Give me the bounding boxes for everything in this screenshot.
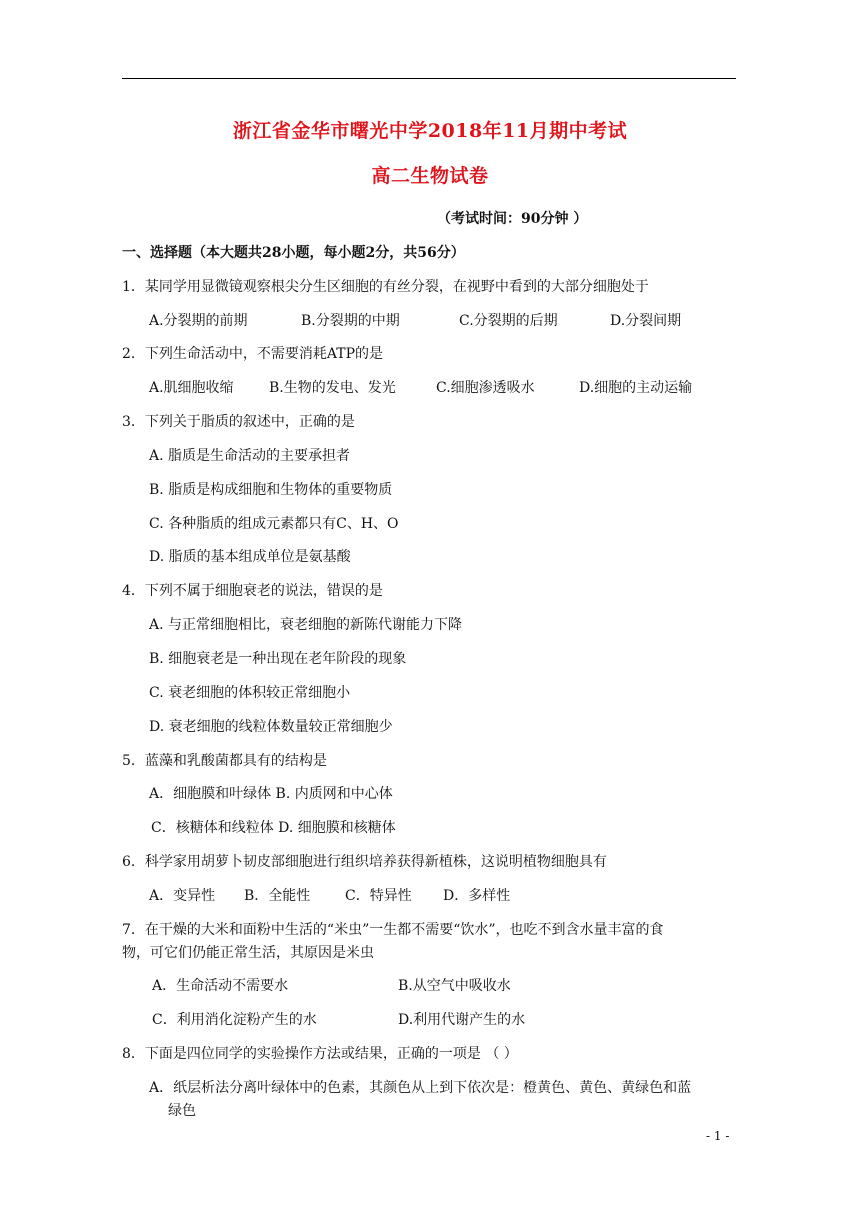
question-7-options-row-1: [152, 975, 602, 995]
q2-option-c: C.细胞渗透吸水: [436, 380, 535, 396]
exam-subtitle: 高二生物试卷: [371, 165, 489, 187]
q8-option-a-line-2: 绿色: [168, 1103, 196, 1119]
q3-option-b: B. 脂质是构成细胞和生物体的重要物质: [149, 482, 393, 498]
page-number: - 1 -: [706, 1129, 730, 1143]
q5-options-ab: A．细胞膜和叶绿体 B. 内质网和中心体: [149, 786, 393, 802]
q5-options-cd: C．核糖体和线粒体 D. 细胞膜和核糖体: [151, 820, 396, 836]
question-1-stem: 1．某同学用显微镜观察根尖分生区细胞的有丝分裂，在视野中看到的大部分细胞处于: [122, 279, 649, 295]
q2-option-b: B.生物的发电、发光: [269, 380, 396, 396]
q1-option-a: A.分裂期的前期: [149, 313, 248, 329]
question-2-stem: 2．下列生命活动中，不需要消耗ATP的是: [122, 346, 384, 362]
q1-option-b: B.分裂期的中期: [301, 313, 400, 329]
q7-option-b: B.从空气中吸收水: [398, 978, 511, 994]
q7-option-c: C．利用消化淀粉产生的水: [152, 1012, 317, 1028]
q1-option-d: D.分裂间期: [610, 313, 682, 329]
q2-option-d: D.细胞的主动运输: [579, 380, 693, 396]
question-7-stem-line-1: 7．在干燥的大米和面粉中生活的“米虫”一生都不需要“饮水”，也吃不到含水量丰富的食: [122, 922, 664, 938]
question-4-stem: 4．下列不属于细胞衰老的说法，错误的是: [122, 583, 383, 599]
question-1-options: [149, 310, 709, 330]
q2-option-a: A.肌细胞收缩: [149, 380, 234, 396]
q7-option-d: D.利用代谢产生的水: [398, 1012, 526, 1028]
q4-option-a: A. 与正常细胞相比，衰老细胞的新陈代谢能力下降: [149, 617, 463, 633]
q3-option-a: A. 脂质是生命活动的主要承担者: [149, 448, 351, 464]
q3-option-d: D. 脂质的基本组成单位是氨基酸: [149, 549, 351, 565]
q4-option-d: D. 衰老细胞的线粒体数量较正常细胞少: [149, 719, 393, 735]
question-8-stem: 8．下面是四位同学的实验操作方法或结果，正确的一项是 （ ）: [122, 1046, 518, 1062]
question-2-options: [149, 377, 709, 397]
q6-option-d: D．多样性: [443, 888, 511, 904]
q6-option-a: A．变异性: [149, 888, 216, 904]
q4-option-b: B. 细胞衰老是一种出现在老年阶段的现象: [149, 651, 407, 667]
question-7-options-row-2: [152, 1009, 602, 1029]
question-5-stem: 5．蓝藻和乳酸菌都具有的结构是: [122, 753, 327, 769]
q8-option-a-line-1: A．纸层析法分离叶绿体中的色素，其颜色从上到下依次是：橙黄色、黄色、黄绿色和蓝: [149, 1080, 692, 1096]
q3-option-c: C. 各种脂质的组成元素都只有C、H、O: [149, 516, 399, 532]
question-3-stem: 3．下列关于脂质的叙述中，正确的是: [122, 414, 355, 430]
exam-title: 浙江省金华市曙光中学2018年11月期中考试: [232, 120, 628, 142]
question-6-stem: 6．科学家用胡萝卜韧皮部细胞进行组织培养获得新植株，这说明植物细胞具有: [122, 854, 607, 870]
exam-time: （考试时间：90分钟 ）: [437, 211, 588, 227]
section-heading: 一、选择题（本大题共28小题，每小题2分，共56分）: [122, 245, 465, 261]
header-rule: [122, 78, 736, 79]
q4-option-c: C. 衰老细胞的体积较正常细胞小: [149, 685, 351, 701]
question-6-options: [149, 885, 549, 905]
q1-option-c: C.分裂期的后期: [459, 313, 558, 329]
q7-option-a: A．生命活动不需要水: [152, 978, 289, 994]
q6-option-c: C．特异性: [345, 888, 412, 904]
question-7-stem-line-2: 物，可它们仍能正常生活，其原因是米虫: [122, 945, 374, 961]
q6-option-b: B．全能性: [244, 888, 311, 904]
